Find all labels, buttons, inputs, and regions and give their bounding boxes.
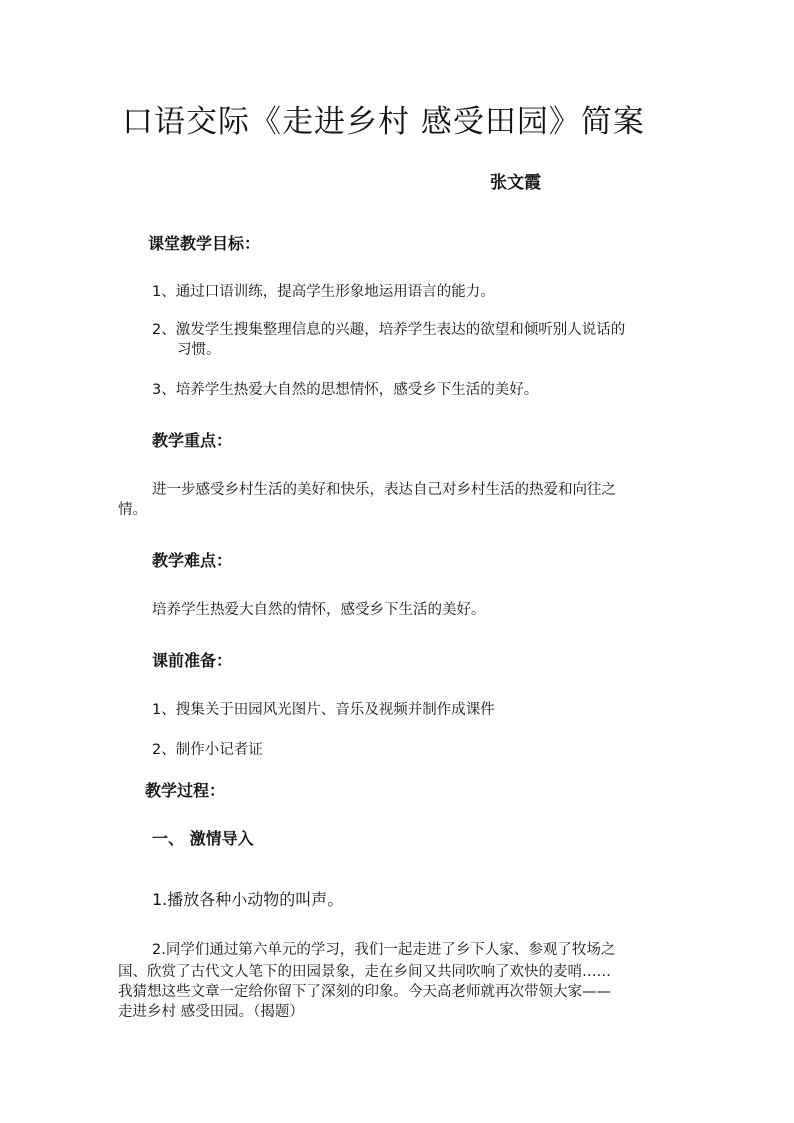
step-2-line-4: 走进乡村 感受田园。（揭题）: [118, 1004, 304, 1020]
section-1-heading: 一、 激情导入: [152, 829, 254, 848]
prep-item-2: 2、制作小记者证: [152, 742, 263, 758]
prep-heading: 课前准备：: [152, 651, 233, 670]
step-2-line-2: 国、欣赏了古代文人笔下的田园景象，走在乡间又共同吹响了欢快的麦哨……: [118, 964, 611, 980]
document-title: 口语交际《走进乡村 感受田园》简案: [122, 104, 645, 140]
goals-heading: 课堂教学目标：: [148, 234, 261, 253]
step-2-line-1: 2.同学们通过第六单元的学习，我们一起走进了乡下人家、参观了牧场之: [152, 942, 616, 958]
goal-item-3: 3、培养学生热爱大自然的思想情怀，感受乡下生活的美好。: [152, 382, 539, 398]
prep-item-1: 1、搜集关于田园风光图片、音乐及视频并制作成课件: [152, 702, 495, 718]
difficulty-heading: 教学难点：: [152, 551, 233, 570]
step-1: 1.播放各种小动物的叫声。: [152, 890, 344, 909]
key-text-line-1: 进一步感受乡村生活的美好和快乐，表达自己对乡村生活的热爱和向往之: [152, 482, 616, 498]
goal-item-1: 1、通过口语训练，提高学生形象地运用语言的能力。: [152, 284, 495, 300]
goal-item-2: 2、激发学生搜集整理信息的兴趣，培养学生表达的欲望和倾听别人说话的: [152, 322, 626, 338]
key-text-line-2: 情。: [118, 502, 147, 518]
author-name: 张文霞: [490, 173, 541, 193]
step-2-line-3: 我猜想这些文章一定给你留下了深刻的印象。今天高老师就再次带领大家——: [118, 984, 611, 1000]
goal-item-2-continued: 习惯。: [177, 342, 221, 358]
difficulty-text: 培养学生热爱大自然的情怀，感受乡下生活的美好。: [152, 602, 486, 618]
key-heading: 教学重点：: [152, 431, 233, 450]
process-heading: 教学过程：: [145, 781, 226, 800]
